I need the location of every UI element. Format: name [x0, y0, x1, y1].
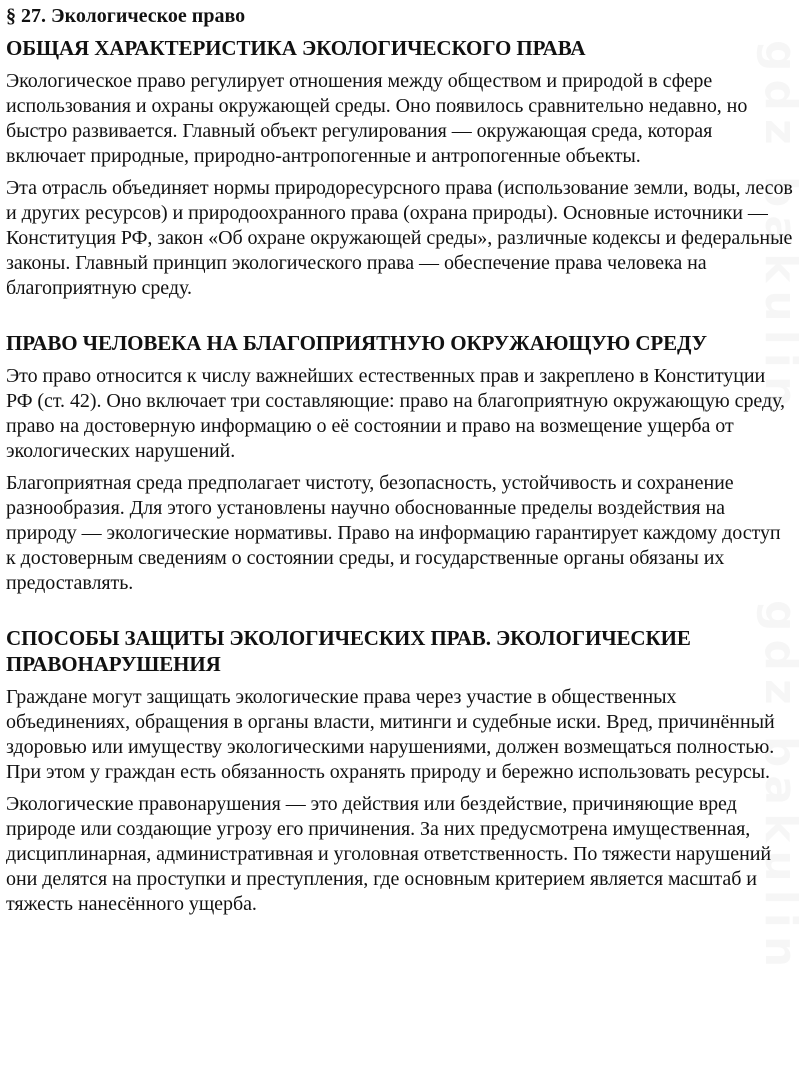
section-paragraph: Эта отрасль объединяет нормы природоресурсного права (использование земли, воды, лесов и других ресурсов) и природоохранного права (охрана природы). Основные источники — Конституция РФ, закон «Об охране окружающей среды», различные кодексы и федеральные законы. Главный принцип экологического права — обеспечение права человека на благоприятную среду. — [6, 177, 793, 299]
section-paragraph: Это право относится к числу важнейших естественных прав и закреплено в Конституции РФ (ст. 42). Оно включает три составляющие: право на благоприятную окружающую среду, право на достоверную информацию о её состоянии и право на возмещение ущерба от экологических нарушений. — [6, 365, 786, 462]
section-title: СПОСОБЫ ЗАЩИТЫ ЭКОЛОГИЧЕСКИХ ПРАВ. ЭКОЛОГИЧЕСКИЕ ПРАВОНАРУШЕНИЯ — [6, 626, 691, 676]
paragraph-heading: § 27. Экологическое право — [6, 5, 246, 27]
section-paragraph: Граждане могут защищать экологические права через участие в общественных объединениях, обращения в органы власти, митинги и судебные иски. Вред, причинённый здоровью или имуществу экологическими нарушениями, должен возмещаться полностью. При этом у граждан есть обязанность охранять природу и бережно использовать ресурсы. — [6, 686, 775, 783]
section-general — [6, 35, 794, 301]
section-right-to-environment — [6, 330, 794, 596]
section-protection-methods — [6, 625, 794, 917]
section-paragraph: Экологическое право регулирует отношения между обществом и природой в сфере использования и охраны окружающей среды. Оно появилось сравнительно недавно, но быстро развивается. Главный объект регулирования — окружающая среда, которая включает природные, природно-антропогенные и антропогенные объекты. — [6, 70, 748, 167]
section-paragraph: Экологические правонарушения — это действия или бездействие, причиняющие вред природе или создающие угрозу его причинения. За них предусмотрена имущественная, дисциплинарная, административная и уголовная ответственность. По тяжести нарушений они делятся на проступки и преступления, где основным критерием является масштаб и тяжесть нанесённого ущерба. — [6, 793, 772, 915]
section-title: ОБЩАЯ ХАРАКТЕРИСТИКА ЭКОЛОГИЧЕСКОГО ПРАВА — [6, 36, 586, 60]
section-title: ПРАВО ЧЕЛОВЕКА НА БЛАГОПРИЯТНУЮ ОКРУЖАЮЩУЮ СРЕДУ — [6, 331, 707, 355]
section-paragraph: Благоприятная среда предполагает чистоту, безопасность, устойчивость и сохранение разнообразия. Для этого установлены научно обоснованные пределы воздействия на природу — экологические нормативы. Право на информацию гарантирует каждому доступ к достоверным сведениям о состоянии среды, и государственные органы обязаны их предоставлять. — [6, 472, 781, 594]
